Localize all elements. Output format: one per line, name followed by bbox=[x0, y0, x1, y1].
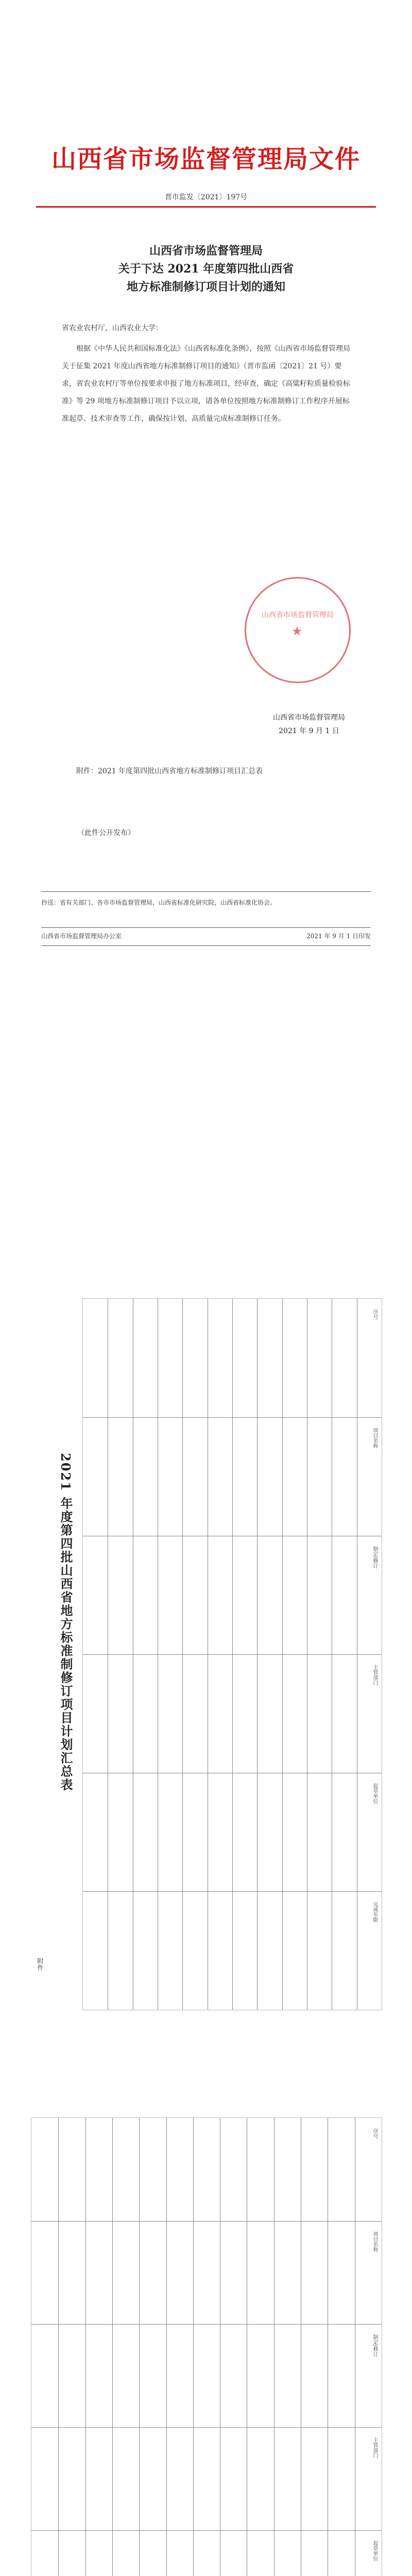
table-column-rule bbox=[112, 2118, 113, 2576]
attachment-note: 附件：2021 年度第四批山西省地方标准制修订项目汇总表 bbox=[76, 767, 263, 775]
table-column-rule bbox=[193, 2118, 194, 2576]
table-header-cell: 序号 bbox=[372, 1309, 377, 1319]
table-header-cell: 制定/修订 bbox=[372, 1546, 377, 1569]
table-header-cell: 主管部门 bbox=[372, 2437, 377, 2458]
addressee: 省农业农村厅，山西农业大学： bbox=[62, 324, 163, 332]
notice-title-line-1: 关于下达 2021 年度第四批山西省 bbox=[118, 262, 294, 276]
table-header-cell: 完成年限 bbox=[372, 1902, 377, 1922]
document-number: 晋市监发〔2021〕197号 bbox=[164, 193, 248, 201]
project-table-cont-1 bbox=[31, 2117, 382, 2576]
table-column-rule bbox=[166, 2118, 167, 2576]
table-row-rule bbox=[83, 1417, 382, 1418]
issuer-name: 山西省市场监督管理局 bbox=[149, 244, 263, 258]
footer-issued-by: 山西省市场监督管理局办公室 bbox=[41, 933, 122, 940]
red-divider bbox=[36, 206, 376, 208]
table-row-rule bbox=[31, 2427, 382, 2428]
notice-body: 根据《中华人民共和国标准化法》《山西省标准化条例》，按照《山西省市场监督管理局关于征集 2021 年度山西省地方标准制修订项目的通知》（晋市监函〔2021〕21 号）要求，省农业农村厅等单位按要求申报了地方标准项目，经审查，确定《高粱籽粒质量检验标准》等 29 项地方标准制修订项目予以立项，请各单位按照地方标准制修订工作程序开展标准起草、技术审查等工作，确保按计划、高质量完成标准制修订任务。 bbox=[62, 345, 350, 423]
table-header-cell: 制定/修订 bbox=[372, 2334, 377, 2357]
seal-star-icon: ★ bbox=[291, 624, 303, 638]
attachment-page-2 bbox=[0, 2087, 412, 2576]
table-row-rule bbox=[83, 1654, 382, 1655]
footer-rule-top bbox=[41, 891, 371, 892]
sign-block bbox=[247, 711, 371, 738]
footer-rule-mid bbox=[41, 927, 371, 928]
attachment-label: 附件 bbox=[37, 1958, 44, 1971]
table-row-rule bbox=[31, 2221, 382, 2222]
official-seal bbox=[245, 577, 351, 683]
sign-organization: 山西省市场监督管理局 bbox=[273, 714, 345, 722]
table-row-rule bbox=[31, 2324, 382, 2325]
table-column-rule bbox=[58, 2118, 59, 2576]
footer-rule-bottom bbox=[41, 945, 371, 946]
notice-page bbox=[0, 0, 412, 1236]
footer-issued-date: 2021 年 9 月 1 日印发 bbox=[306, 933, 371, 940]
attachment-page-1 bbox=[0, 1236, 412, 2087]
sign-date: 2021 年 9 月 1 日 bbox=[279, 727, 339, 735]
public-release-note: （此件公开发布） bbox=[77, 829, 135, 837]
table-header-cell: 起草单位 bbox=[372, 1783, 377, 1804]
table-title: 2021 年度第四批山西省地方标准制修订项目计划汇总表 bbox=[58, 1453, 73, 1792]
seal-lettering: 山西省市场监督管理局 bbox=[262, 611, 334, 619]
table-column-rule bbox=[139, 2118, 140, 2576]
table-header-cell: 起草单位 bbox=[372, 2540, 377, 2561]
table-row-rule bbox=[31, 2530, 382, 2531]
table-column-rule bbox=[85, 2118, 86, 2576]
org-red-header: 山西省市场监督管理局文件 bbox=[51, 145, 360, 174]
table-header-cell: 主管部门 bbox=[372, 1665, 377, 1685]
footer-cc: 抄送：省有关部门、各市市场监督管理局，山西省标准化研究院，山西省标准化协会。 bbox=[41, 899, 277, 906]
footer-issued bbox=[41, 930, 371, 942]
table-row-rule bbox=[83, 1891, 382, 1892]
project-table bbox=[82, 1298, 382, 2010]
table-header-cell: 序号 bbox=[372, 2128, 377, 2139]
table-header-cell: 项目名称 bbox=[372, 1428, 377, 1448]
table-header-cell: 项目名称 bbox=[372, 2231, 377, 2252]
notice-title-line-2: 地方标准制修订项目计划的通知 bbox=[126, 280, 285, 294]
